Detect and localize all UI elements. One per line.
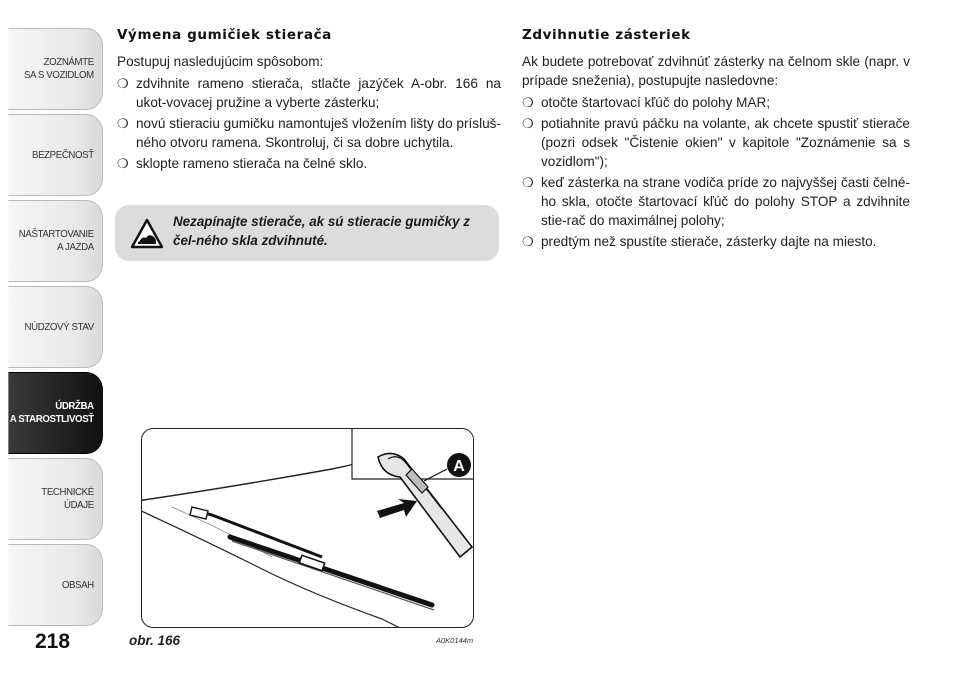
section-intro: Ak budete potrebovať zdvihnúť zásterky na čelnom skle (napr. v prípade sneženia), postupujte nasledovne:	[522, 54, 910, 88]
tab-bezpecnost[interactable]	[8, 114, 103, 196]
bullet-circle-icon: ❍	[522, 234, 534, 249]
list-item	[117, 114, 501, 152]
section-heading-wiper-replacement: Výmena gumičiek stierača	[117, 27, 332, 43]
bullet-circle-icon: ❍	[522, 175, 534, 190]
tab-zoznamte-sa-s-vozidlom[interactable]	[8, 28, 103, 110]
list-item-text: novú stieraciu gumičku namontuješ vložením lišty do prísluš-ného otvoru ramena. Skontroluj, či sa dobre uchytila.	[136, 116, 501, 150]
instruction-list	[522, 93, 910, 251]
bullet-circle-icon: ❍	[117, 76, 129, 91]
list-item-text: zdvihnite rameno stierača, stlačte jazýček A-obr. 166 na ukot-vovacej pružine a vyberte zásterku;	[136, 76, 501, 110]
wiper-illustration	[142, 429, 474, 628]
list-item-text: keď zásterka na strane vodiča príde zo najvyššej časti čelné-ho skla, otočte štartovací kľúč do polohy STOP a zdvihnite stie-rač do maximálnej polohy;	[541, 175, 910, 228]
list-item-text: sklopte rameno stierača na čelné sklo.	[136, 156, 368, 171]
list-item	[117, 154, 501, 173]
tab-obsah[interactable]	[8, 544, 103, 626]
tab-label: ZOZNÁMTE SA S VOZIDLOM	[23, 56, 94, 81]
figure-wiper-illustration	[141, 428, 474, 628]
wiper-blade	[230, 537, 432, 605]
figure-code: A0K0144m	[436, 636, 474, 645]
list-item	[522, 232, 910, 251]
list-item-text: otočte štartovací kľúč do polohy MAR;	[541, 95, 771, 110]
tab-label: ÚDRŽBA A STAROSTLIVOSŤ	[9, 400, 94, 425]
bullet-circle-icon: ❍	[522, 95, 534, 110]
tab-label: NÚDZOVÝ STAV	[24, 320, 94, 333]
list-item-text: potiahnite pravú páčku na volante, ak chcete spustiť stierače (pozri odsek "Čistenie okien" v kapitole "Zoznámenie sa s vozidlom");	[541, 116, 910, 169]
section-heading-raising-wipers: Zdvihnutie zásteriek	[522, 27, 691, 43]
callout-a-label: A	[453, 458, 465, 475]
page-number: 218	[35, 630, 71, 653]
tab-label: NAŠTARTOVANIE A JAZDA	[18, 228, 94, 253]
hood-edge	[142, 509, 402, 628]
warning-box	[115, 205, 499, 261]
list-item	[522, 114, 910, 171]
tab-nastartovanie-a-jazda[interactable]	[8, 200, 103, 282]
push-arrow-icon	[377, 499, 417, 518]
bullet-circle-icon: ❍	[117, 156, 129, 171]
left-column	[117, 26, 501, 175]
instruction-list	[117, 74, 501, 173]
list-item	[522, 173, 910, 230]
tab-nudzovy-stav[interactable]	[8, 286, 103, 368]
right-column	[522, 26, 910, 253]
warning-text: Nezapínajte stierače, ak sú stieracie gumičky z čel-ného skla zdvihnuté.	[173, 214, 470, 248]
figure-caption: obr. 166	[129, 633, 181, 648]
warning-triangle-icon	[130, 218, 164, 249]
section-intro: Postupuj nasledujúcim spôsobom:	[117, 54, 324, 69]
tab-udrzba-a-starostlivost[interactable]	[8, 372, 103, 454]
tab-label: OBSAH	[61, 578, 94, 591]
tab-technicke-udaje[interactable]	[8, 458, 103, 540]
list-item	[522, 93, 910, 112]
tab-label: BEZPEČNOSŤ	[31, 148, 94, 161]
list-item	[117, 74, 501, 112]
bullet-circle-icon: ❍	[522, 116, 534, 131]
tab-label: TECHNICKÉ ÚDAJE	[41, 486, 94, 511]
bullet-circle-icon: ❍	[117, 116, 129, 131]
list-item-text: predtým než spustíte stierače, zásterky dajte na miesto.	[541, 234, 877, 249]
